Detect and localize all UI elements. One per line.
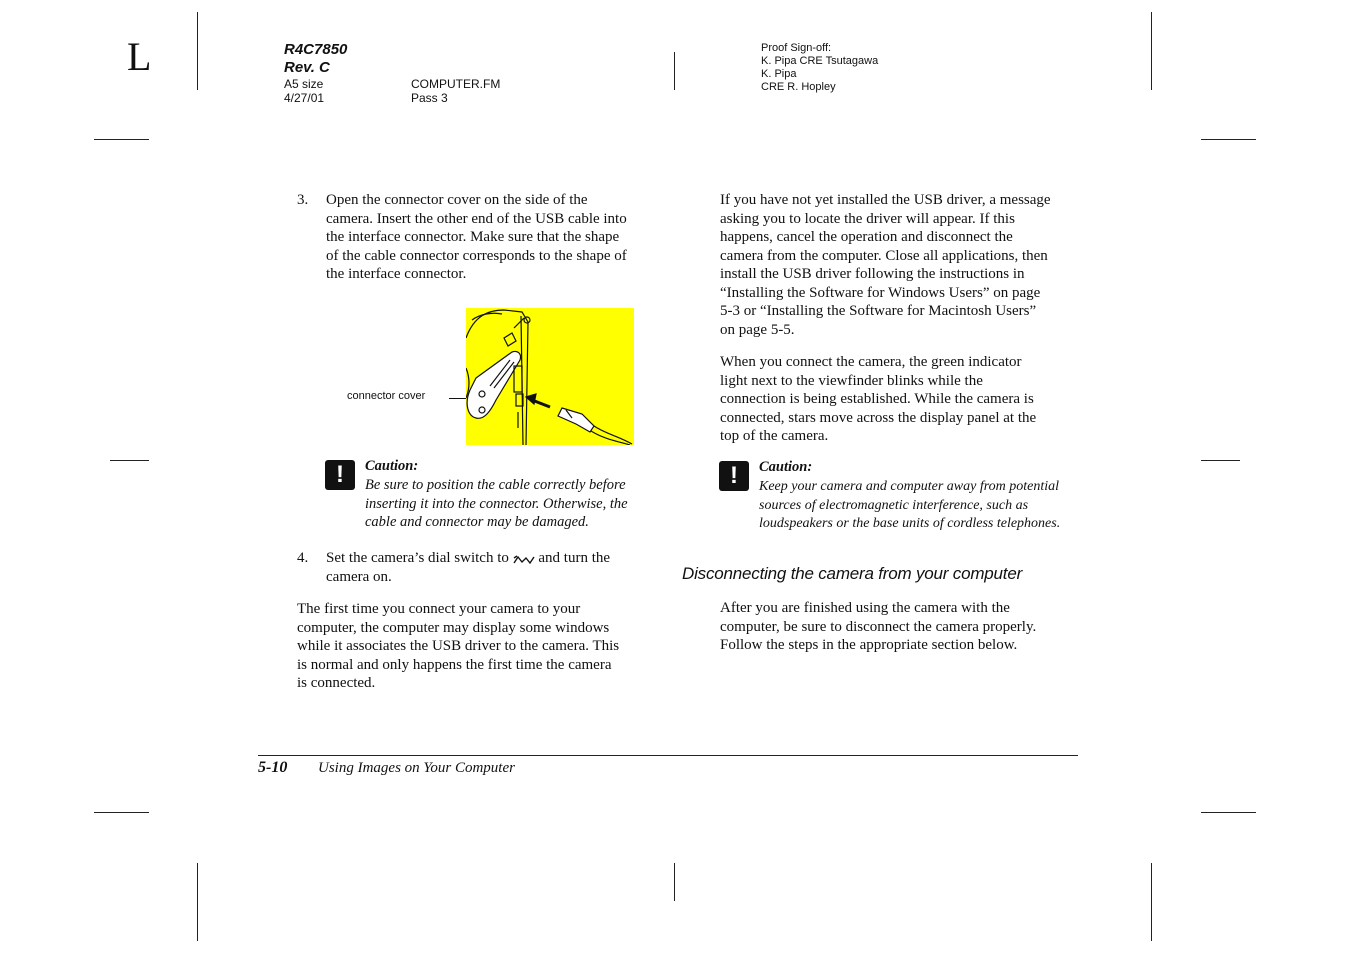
text-line: sources of electromagnetic interference, such as bbox=[759, 497, 1029, 513]
page-number: 5-10 bbox=[258, 759, 288, 776]
text-line: asking you to locate the driver will appear. If this bbox=[720, 210, 1015, 227]
pass-label: Pass 3 bbox=[411, 91, 448, 105]
text-line: After you are finished using the camera with the bbox=[720, 600, 1010, 616]
file-name: COMPUTER.FM bbox=[411, 77, 501, 91]
step-3-text bbox=[326, 191, 656, 284]
text-line: If you have not yet installed the USB driver, a message bbox=[720, 192, 1051, 208]
text-line bbox=[326, 549, 656, 568]
crop-mark bbox=[197, 863, 198, 941]
text-line: “Installing the Software for Windows Users” on page bbox=[720, 284, 1041, 301]
proof-line: K. Pipa CRE Tsutagawa bbox=[761, 55, 879, 67]
text-line: The first time you connect your camera to your bbox=[297, 601, 581, 617]
text-line: is normal and only happens the first time the camera bbox=[297, 656, 612, 673]
text-line: install the USB driver following the instructions in bbox=[720, 266, 1025, 282]
text-line: while it associates the USB driver to the camera. This bbox=[297, 638, 620, 654]
doc-date: 4/27/01 bbox=[284, 91, 325, 105]
crop-mark bbox=[197, 12, 198, 90]
text-line: happens, cancel the operation and disconnect the bbox=[720, 229, 1013, 245]
step-4-number: 4. bbox=[297, 550, 309, 566]
text-line: loudspeakers or the base units of cordless telephones. bbox=[759, 516, 1061, 531]
text-line: inserting it into the connector. Otherwise, the bbox=[365, 495, 628, 512]
caution-title: Caution: bbox=[759, 459, 813, 475]
figure-label: connector cover bbox=[347, 390, 426, 402]
crop-mark bbox=[1201, 460, 1240, 461]
text-line: cable and connector may be damaged. bbox=[365, 514, 589, 530]
text-line: camera on. bbox=[326, 568, 392, 585]
footer-rule bbox=[258, 755, 1078, 756]
caution-text bbox=[365, 476, 665, 532]
camera-connector-illustration bbox=[466, 308, 634, 445]
step-4-text bbox=[326, 549, 656, 586]
doc-id: R4C7850 bbox=[284, 41, 348, 58]
crop-mark bbox=[1151, 12, 1152, 90]
usb-driver-paragraph bbox=[720, 191, 1080, 339]
text-line: camera. Insert the other end of the USB cable into bbox=[326, 210, 627, 227]
crop-mark bbox=[1201, 139, 1256, 140]
indicator-paragraph bbox=[720, 353, 1080, 446]
connector-figure bbox=[466, 308, 634, 445]
proof-line: K. Pipa bbox=[761, 68, 797, 80]
text-line: the interface connector. bbox=[326, 266, 467, 282]
crop-mark bbox=[94, 139, 149, 140]
caution-title: Caution: bbox=[365, 458, 419, 474]
text-line: connection is being established. While the camera is bbox=[720, 391, 1034, 407]
caution-text bbox=[759, 478, 1084, 534]
text-line: Be sure to position the cable correctly before bbox=[365, 477, 626, 493]
corner-letter: L bbox=[127, 34, 152, 79]
text-line: light next to the viewfinder blinks while the bbox=[720, 372, 983, 389]
revision: Rev. C bbox=[284, 59, 330, 76]
text-line: Keep your camera and computer away from potential bbox=[759, 479, 1060, 494]
crop-mark bbox=[110, 460, 149, 461]
crop-mark bbox=[1201, 812, 1256, 813]
page-size: A5 size bbox=[284, 77, 324, 91]
first-time-paragraph bbox=[297, 600, 657, 693]
text-line: Open the connector cover on the side of the bbox=[326, 192, 588, 208]
crop-mark bbox=[1151, 863, 1152, 941]
text-line: camera from the computer. Close all applications, then bbox=[720, 247, 1048, 264]
crop-mark bbox=[674, 863, 675, 901]
text-line: top of the camera. bbox=[720, 428, 829, 444]
text-line: of the cable connector corresponds to the shape of bbox=[326, 247, 627, 264]
step-3-number: 3. bbox=[297, 192, 309, 208]
text-line: is connected. bbox=[297, 675, 376, 691]
text-line: computer, the computer may display some windows bbox=[297, 619, 610, 636]
text-line: the interface connector. Make sure that the shape bbox=[326, 229, 620, 245]
text-fragment: and turn the bbox=[538, 550, 611, 566]
text-fragment: Set the camera’s dial switch to bbox=[326, 550, 509, 566]
proof-signoff bbox=[761, 42, 878, 94]
pc-connect-icon bbox=[513, 553, 535, 565]
chapter-title: Using Images on Your Computer bbox=[318, 760, 515, 776]
text-line: connected, stars move across the display panel at the bbox=[720, 409, 1037, 426]
caution-icon: ! bbox=[325, 460, 355, 490]
text-line: computer, be sure to disconnect the camera properly. bbox=[720, 618, 1037, 635]
crop-mark bbox=[94, 812, 149, 813]
disconnect-paragraph bbox=[720, 599, 1080, 655]
proof-line: Proof Sign-off: bbox=[761, 42, 832, 54]
text-line: 5-3 or “Installing the Software for Macintosh Users” bbox=[720, 303, 1037, 319]
text-line: Follow the steps in the appropriate section below. bbox=[720, 637, 1018, 653]
proof-line: CRE R. Hopley bbox=[761, 81, 836, 93]
crop-mark bbox=[674, 52, 675, 90]
section-heading: Disconnecting the camera from your computer bbox=[682, 564, 1023, 583]
text-line: on page 5-5. bbox=[720, 321, 795, 338]
text-line: When you connect the camera, the green indicator bbox=[720, 354, 1022, 370]
caution-icon: ! bbox=[719, 461, 749, 491]
